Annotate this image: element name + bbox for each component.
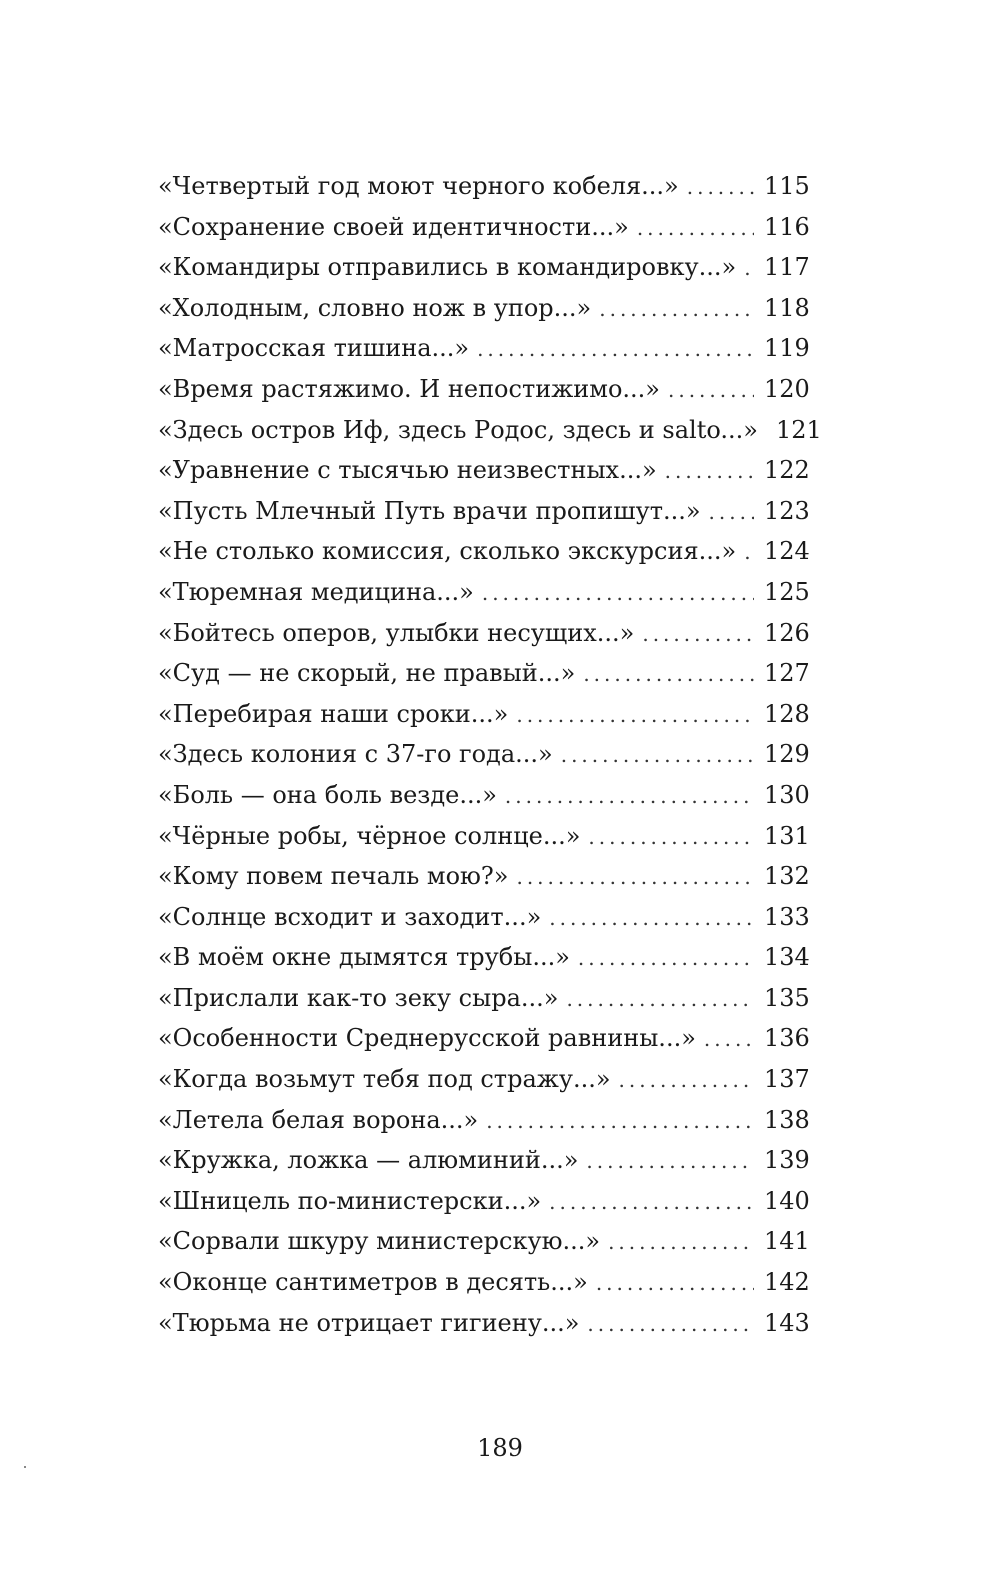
- toc-entry: [158, 775, 808, 816]
- toc-entry-page: 116: [764, 212, 810, 241]
- toc-entry-title: «Кружка, ложка — алюминий...»: [158, 1146, 579, 1175]
- toc-dot-leader: [588, 817, 754, 858]
- toc-entry-page: 130: [764, 780, 810, 809]
- toc-entry: [158, 653, 808, 694]
- toc-entry-title: «Прислали как-то зеку сыра...»: [158, 983, 559, 1012]
- toc-entry: [158, 328, 808, 369]
- toc-entry-page: 128: [764, 699, 810, 728]
- toc-entry-page: 123: [764, 496, 810, 525]
- toc-dot-leader: [561, 735, 754, 776]
- toc-dot-leader: [668, 370, 754, 411]
- toc-entry-title: «Тюрьма не отрицает гигиену...»: [158, 1308, 580, 1337]
- toc-dot-leader: [744, 532, 754, 573]
- toc-entry-title: «Кому повем печаль мою?»: [158, 862, 509, 891]
- toc-entry-title: «Боль — она боль везде...»: [158, 780, 497, 809]
- toc-entry-page: 115: [764, 172, 810, 200]
- toc-entry-page: 136: [764, 1024, 810, 1053]
- toc-dot-leader: [709, 492, 754, 533]
- toc-entry: [158, 410, 822, 451]
- toc-entry-page: 140: [764, 1186, 810, 1215]
- toc-dot-leader: [586, 1141, 754, 1182]
- toc-entry-page: 126: [764, 618, 810, 647]
- toc-entry: [158, 166, 808, 207]
- toc-entry-page: 134: [764, 943, 810, 972]
- toc-entry-title: «Когда возьмут тебя под стражу...»: [158, 1065, 611, 1094]
- toc-entry: [158, 572, 808, 613]
- toc-entry-page: 118: [764, 293, 810, 322]
- toc-entry-title: «Чёрные робы, чёрное солнце...»: [158, 821, 581, 850]
- toc-entry: [158, 1140, 808, 1181]
- toc-entry: [158, 247, 808, 288]
- toc-entry-title: «Время растяжимо. И непостижимо...»: [158, 374, 660, 403]
- toc-entry: [158, 1100, 808, 1141]
- toc-entry-title: «Бойтесь оперов, улыбки несущих...»: [158, 618, 635, 647]
- toc-entry-title: «Здесь остров Иф, здесь Родос, здесь и salto...»: [158, 415, 758, 444]
- toc-dot-leader: [486, 1101, 754, 1142]
- toc-dot-leader: [477, 329, 754, 370]
- toc-entry-page: 133: [764, 902, 810, 931]
- toc-entry-title: «Солнце всходит и заходит...»: [158, 902, 542, 931]
- toc-dot-leader: [619, 1060, 754, 1101]
- toc-entry-title: «Особенности Среднерусской равнины...»: [158, 1024, 696, 1053]
- toc-entry-page: 138: [764, 1105, 810, 1134]
- toc-entry: [158, 288, 808, 329]
- toc-dot-leader: [583, 654, 754, 695]
- table-of-contents: [158, 166, 822, 1343]
- toc-entry-page: 135: [764, 983, 810, 1012]
- toc-dot-leader: [549, 898, 754, 939]
- toc-entry: [158, 978, 808, 1019]
- toc-dot-leader: [516, 857, 754, 898]
- toc-entry-title: «Матросская тишина...»: [158, 334, 470, 363]
- toc-entry: [158, 369, 808, 410]
- toc-entry-title: «Не столько комиссия, сколько экскурсия...»: [158, 537, 737, 566]
- toc-dot-leader: [587, 1304, 754, 1345]
- toc-entry-page: 141: [764, 1227, 810, 1256]
- toc-entry: [158, 897, 808, 938]
- toc-entry-title: «Сорвали шкуру министерскую...»: [158, 1227, 601, 1256]
- toc-entry: [158, 937, 808, 978]
- toc-entry: [158, 1303, 808, 1344]
- toc-entry-page: 131: [764, 821, 810, 850]
- toc-entry-page: 119: [764, 334, 810, 363]
- toc-entry-page: 117: [764, 253, 810, 282]
- toc-entry-title: «Пусть Млечный Путь врачи пропишут...»: [158, 496, 701, 525]
- toc-entry: [158, 1181, 808, 1222]
- toc-entry-title: «В моём окне дымятся трубы...»: [158, 943, 570, 972]
- toc-entry-title: «Тюремная медицина...»: [158, 577, 474, 606]
- toc-dot-leader: [566, 979, 754, 1020]
- toc-entry: [158, 491, 808, 532]
- toc-entry: [158, 531, 808, 572]
- toc-dot-leader: [642, 614, 754, 655]
- toc-entry: [158, 1221, 808, 1262]
- toc-dot-leader: [599, 289, 754, 330]
- toc-dot-leader: [704, 1019, 754, 1060]
- toc-dot-leader: [505, 776, 754, 817]
- toc-dot-leader: [637, 208, 754, 249]
- toc-entry-page: 143: [764, 1308, 810, 1337]
- toc-entry-page: 120: [764, 374, 810, 403]
- toc-entry: [158, 856, 808, 897]
- toc-dot-leader: [549, 1182, 754, 1223]
- toc-entry: [158, 207, 808, 248]
- toc-entry-title: «Сохранение своей идентичности...»: [158, 212, 629, 241]
- toc-entry-title: «Уравнение с тысячью неизвестных...»: [158, 456, 657, 485]
- toc-entry-title: «Четвертый год моют черного кобеля...»: [158, 172, 679, 200]
- toc-entry-page: 139: [764, 1146, 810, 1175]
- toc-dot-leader: [744, 248, 754, 289]
- toc-entry: [158, 1018, 808, 1059]
- scan-speck: [24, 1466, 26, 1468]
- toc-entry-page: 132: [764, 862, 810, 891]
- toc-entry-page: 127: [764, 659, 810, 688]
- toc-entry-title: «Суд — не скорый, не правый...»: [158, 659, 576, 688]
- toc-dot-leader: [608, 1222, 754, 1263]
- toc-entry-title: «Командиры отправились в командировку...»: [158, 253, 737, 282]
- toc-entry-title: «Шницель по-министерски...»: [158, 1186, 542, 1215]
- toc-entry: [158, 450, 808, 491]
- toc-dot-leader: [596, 1263, 754, 1304]
- toc-entry: [158, 816, 808, 857]
- toc-dot-leader: [687, 167, 754, 208]
- toc-entry: [158, 613, 808, 654]
- toc-entry-page: 122: [764, 456, 810, 485]
- page-number: 189: [477, 1434, 523, 1462]
- toc-dot-leader: [482, 573, 754, 614]
- toc-entry: [158, 734, 808, 775]
- toc-entry: [158, 1262, 808, 1303]
- toc-entry-title: «Летела белая ворона...»: [158, 1105, 479, 1134]
- toc-entry-page: 142: [764, 1268, 810, 1297]
- toc-dot-leader: [578, 938, 754, 979]
- toc-entry-title: «Оконце сантиметров в десять...»: [158, 1268, 588, 1297]
- toc-entry-page: 124: [764, 537, 810, 566]
- toc-entry: [158, 694, 808, 735]
- toc-entry-title: «Здесь колония с 37-го года...»: [158, 740, 553, 769]
- toc-entry-page: 137: [764, 1065, 810, 1094]
- toc-entry: [158, 1059, 808, 1100]
- toc-entry-page: 129: [764, 740, 810, 769]
- toc-entry-page: 125: [764, 577, 810, 606]
- toc-entry-page: 121: [775, 415, 822, 444]
- toc-entry-title: «Холодным, словно нож в упор...»: [158, 293, 592, 322]
- toc-dot-leader: [516, 695, 754, 736]
- toc-dot-leader: [665, 451, 754, 492]
- toc-entry-title: «Перебирая наши сроки...»: [158, 699, 509, 728]
